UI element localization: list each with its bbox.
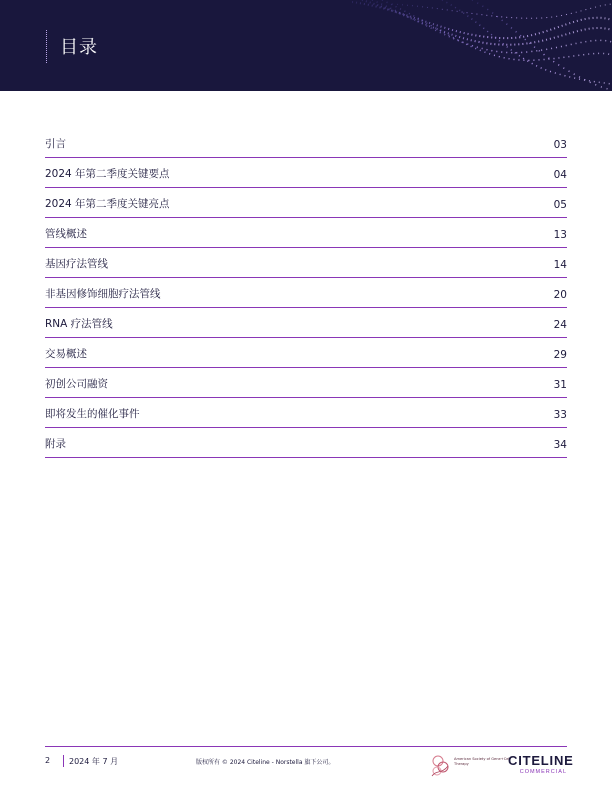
particle-wave-graphic — [352, 0, 612, 91]
page-number: 2 — [45, 756, 51, 765]
toc-entry[interactable] — [45, 128, 567, 158]
citeline-logo — [508, 753, 574, 776]
toc-entry-label: 2024 年第二季度关键亮点 — [45, 198, 170, 210]
toc-entry-page: 04 — [553, 169, 567, 181]
toc-entry-page: 05 — [553, 199, 567, 211]
asgct-logo-icon — [428, 752, 454, 780]
asgct-logo-text: American Society of Gene+Cell Therapy — [454, 757, 511, 766]
toc-entry-page: 31 — [553, 379, 567, 391]
toc-entry-label: 非基因修饰细胞疗法管线 — [45, 288, 161, 300]
toc-entry-label: 2024 年第二季度关键要点 — [45, 168, 170, 180]
toc-entry-page: 20 — [553, 289, 567, 301]
toc-entry-label: 附录 — [45, 438, 66, 450]
toc-entry-label: RNA 疗法管线 — [45, 318, 113, 330]
toc-entry[interactable] — [45, 338, 567, 368]
toc-entry-label: 管线概述 — [45, 228, 87, 240]
header-accent-bar — [46, 30, 47, 63]
toc-entry[interactable] — [45, 398, 567, 428]
toc-entry[interactable] — [45, 308, 567, 338]
toc-entry-page: 34 — [553, 439, 567, 451]
toc-entry[interactable] — [45, 368, 567, 398]
toc-entry-label: 交易概述 — [45, 348, 87, 360]
table-of-contents — [45, 128, 567, 458]
toc-entry[interactable] — [45, 428, 567, 458]
toc-entry-label: 引言 — [45, 138, 66, 150]
toc-entry-label: 初创公司融资 — [45, 378, 108, 390]
copyright-notice: 版权所有 © 2024 Citeline - Norstella 旗下公司。 — [196, 759, 335, 766]
toc-entry[interactable] — [45, 278, 567, 308]
toc-entry[interactable] — [45, 188, 567, 218]
toc-entry-page: 13 — [553, 229, 567, 241]
toc-entry-label: 即将发生的催化事件 — [45, 408, 140, 420]
footer-separator — [63, 755, 64, 767]
toc-entry[interactable] — [45, 158, 567, 188]
citeline-logo-sub: COMMERCIAL — [519, 769, 567, 775]
toc-entry-page: 24 — [553, 319, 567, 331]
footer-divider — [45, 746, 567, 747]
toc-entry-page: 14 — [553, 259, 567, 271]
citeline-logo-name: CITELINE — [508, 753, 574, 768]
toc-entry[interactable] — [45, 248, 567, 278]
toc-entry-page: 29 — [553, 349, 567, 361]
page-title: 目录 — [60, 37, 98, 58]
toc-entry[interactable] — [45, 218, 567, 248]
page-header — [0, 0, 612, 91]
footer-date: 2024 年 7 月 — [69, 757, 119, 766]
toc-entry-page: 33 — [553, 409, 567, 421]
toc-entry-label: 基因疗法管线 — [45, 258, 108, 270]
toc-entry-page: 03 — [553, 139, 567, 151]
